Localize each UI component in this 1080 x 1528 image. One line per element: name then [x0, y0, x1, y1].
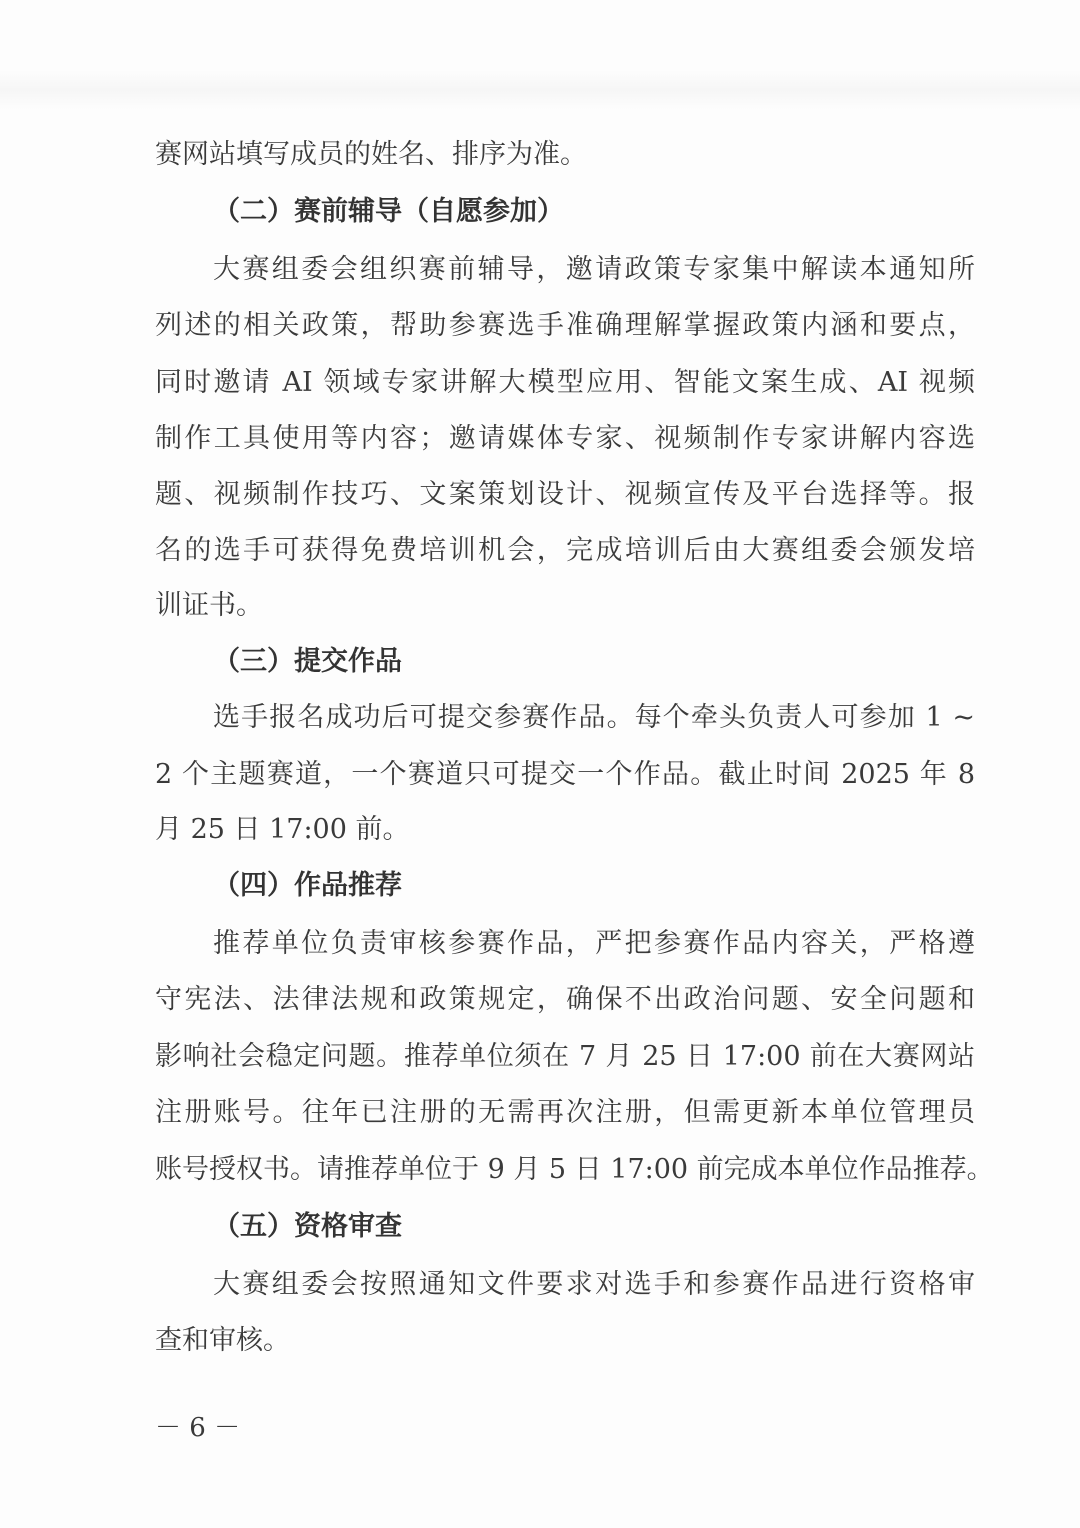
- paragraph-line: 列述的相关政策，帮助参赛选手准确理解掌握政策内涵和要点，: [155, 310, 975, 341]
- section-heading: （五）资格审查: [213, 1211, 402, 1242]
- paragraph-line: 同时邀请 AI 领域专家讲解大模型应用、智能文案生成、AI 视频: [155, 367, 975, 398]
- paragraph-line: 选手报名成功后可提交参赛作品。每个牵头负责人可参加 1 ~: [213, 702, 975, 733]
- section-heading: （二）赛前辅导（自愿参加）: [213, 196, 564, 227]
- section-heading: （四）作品推荐: [213, 870, 402, 901]
- section-heading: （三）提交作品: [213, 646, 402, 677]
- paragraph-line: 赛网站填写成员的姓名、排序为准。: [155, 139, 587, 170]
- paragraph-line: 2 个主题赛道，一个赛道只可提交一个作品。截止时间 2025 年 8: [155, 759, 975, 790]
- page-number: － 6 －: [155, 1413, 241, 1443]
- paragraph-line: 大赛组委会按照通知文件要求对选手和参赛作品进行资格审: [213, 1269, 975, 1300]
- paragraph-line: 制作工具使用等内容；邀请媒体专家、视频制作专家讲解内容选: [155, 423, 975, 454]
- paragraph-line: 查和审核。: [155, 1325, 290, 1356]
- paragraph-line: 守宪法、法律法规和政策规定，确保不出政治问题、安全问题和: [155, 984, 975, 1015]
- paragraph-line: 推荐单位负责审核参赛作品，严把参赛作品内容关，严格遵: [213, 928, 975, 959]
- paragraph-line: 月 25 日 17:00 前。: [155, 814, 410, 845]
- paragraph-line: 名的选手可获得免费培训机会，完成培训后由大赛组委会颁发培: [155, 535, 975, 566]
- paragraph-line: 注册账号。往年已注册的无需再次注册，但需更新本单位管理员: [155, 1097, 975, 1128]
- scan-artifact-band: [0, 70, 1080, 110]
- paragraph-line: 影响社会稳定问题。推荐单位须在 7 月 25 日 17:00 前在大赛网站: [155, 1041, 975, 1072]
- paragraph-line: 大赛组委会组织赛前辅导，邀请政策专家集中解读本通知所: [213, 254, 975, 285]
- paragraph-line: 账号授权书。请推荐单位于 9 月 5 日 17:00 前完成本单位作品推荐。: [155, 1154, 994, 1185]
- paragraph-line: 题、视频制作技巧、文案策划设计、视频宣传及平台选择等。报: [155, 479, 975, 510]
- paragraph-line: 训证书。: [155, 590, 263, 621]
